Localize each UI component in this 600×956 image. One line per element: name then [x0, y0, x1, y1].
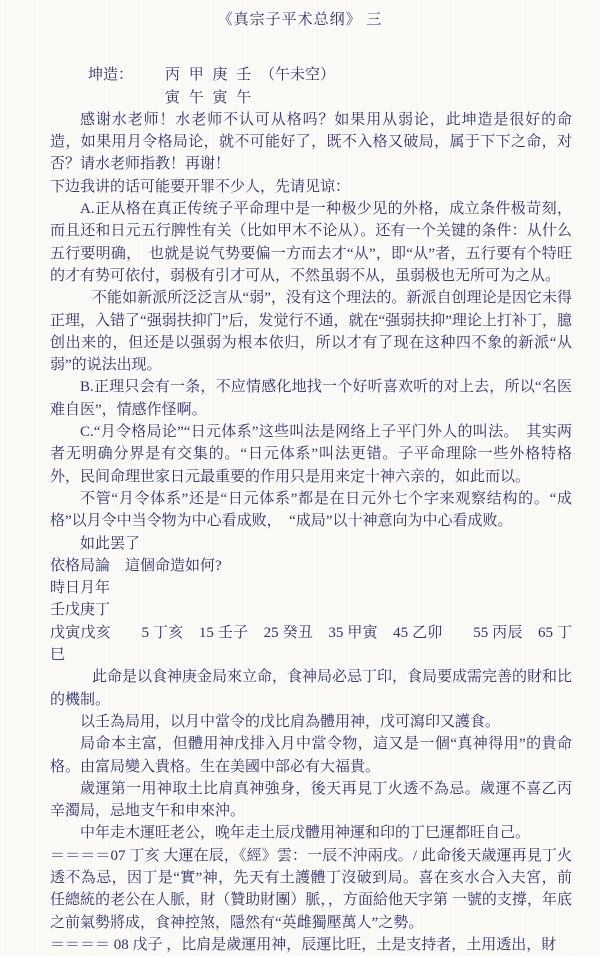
- paragraph: 戊寅戊亥 5 丁亥 15 壬子 25 癸丑 35 甲寅 45 乙卯 55 丙辰 65 丁巳: [50, 624, 572, 664]
- paragraph: 此命是以食神庚金局來立命，食神局必忌丁印，食局要成需完善的財和比的機制。: [50, 669, 573, 708]
- page-title: 《真宗子平术总纲》 三: [217, 12, 383, 28]
- paragraph: C.“月令格局论”“日元体系”这些叫法是网络上子平门外人的叫法。 其实两者无明确分界是有交集的。“日元体系”叫法更错。子平命理除一些外格特格外，民间命理世家日元最重要的作用只是用来定十神六亲的，如此而以。: [50, 424, 572, 485]
- paragraph: 下边我讲的话可能要开罪不少人，先请见谅：: [50, 178, 351, 195]
- paragraph: ＝＝＝＝ 08 戊子 ，比肩是歲運用神，辰運比旺，土是支持者，土用透出，財: [50, 936, 557, 953]
- natal-chart-branches-row: [50, 87, 572, 109]
- chart-branches: 寅 午 寅 午: [165, 89, 252, 106]
- paragraph: ＝＝＝＝07 丁亥 大運在辰，《經》雲：一辰不沖兩戌。/ 此命後天歲運再見丁火透不為忌，因丁是“實”神，先天有土護體丁沒破到局。喜在亥水合入夫宮，前任總統的老公在人脈，財（贊助財團）脈，，方面給他天字第 一號的支撐，年底之前氣勢將成，食神控煞，隱然有“英雌獨壓萬人”之勢。: [50, 847, 572, 931]
- paragraphs: [50, 109, 572, 956]
- document-page: [0, 64, 600, 956]
- paragraph: 時日月年: [50, 580, 111, 597]
- paragraph: 局命本主富，但體用神戊排入月中當令物，這又是一個“真神得用”的貴命格。由富局變入貴格。生在美國中部必有大福貴。: [50, 736, 572, 775]
- paragraph: 以壬為局用，以月中當令的戊比肩為體用神，戊可瀉印又護食。: [80, 713, 501, 730]
- paragraph: 歲運第一用神取土比肩真神強身，後天再見丁火透不為忌。歲運不喜乙丙辛濁局，忌地支午和申來沖。: [50, 780, 572, 820]
- natal-chart-stems-row: [50, 64, 572, 86]
- paragraph: A.正从格在真正传统子平命理中是一种极少见的外格，成立条件极苛刻，而且还和日元五行脾性有关（比如甲木不论从）。还有一个关键的条件：从什么五行要明确， 也就是说气势要偏一方而去才“从”，即“从”者，五行要有个特旺的才有势可依付，弱极有引才可从，不然虽弱不从，虽弱极也无所可为之从。: [50, 201, 572, 284]
- paragraph: 依格局論 這個命造如何?: [50, 557, 222, 574]
- paragraph: 不能如新派所泛泛言从“弱”，没有这个理法的。新派自创理论是因它未得正理，入错了“强弱扶抑门”后，发觉行不通，就在“强弱扶抑”理论上打补丁，臆创出来的，但还是以强弱为根本依归，所以才有了现在这种四不象的新派“从弱”的说法出现。: [50, 290, 572, 374]
- paragraph: 中年走木運旺老公，晚年走土辰戊體用神運和印的丁巳運都旺自己。: [80, 825, 531, 842]
- paragraph: 感谢水老师！水老师不认可从格吗？如果用从弱论，此坤造是很好的命造，如果用月令格局论，就不可能好了，既不入格又破局，属于下下之命，对否？请水老师指教！再谢！: [50, 111, 572, 173]
- natal-chart-block: [50, 64, 572, 109]
- paragraph: 不管“月令体系”还是“日元体系”都是在日元外七个字来观察结构的。“成格”以月令中当令物为中心看成败， “成局”以十神意向为中心看成败。: [50, 490, 572, 530]
- paragraph: 壬戊庚丁: [50, 602, 111, 619]
- paragraph: 如此罢了: [80, 535, 141, 552]
- chart-owner-label: 坤造：: [88, 67, 134, 84]
- chart-stems: 丙 甲 庚 壬 （午未空）: [165, 67, 336, 84]
- paragraph: B.正理只会有一条，不应情感化地找一个好听喜欢听的对上去，所以“名医难自医”，情感作怪啊。: [50, 379, 572, 418]
